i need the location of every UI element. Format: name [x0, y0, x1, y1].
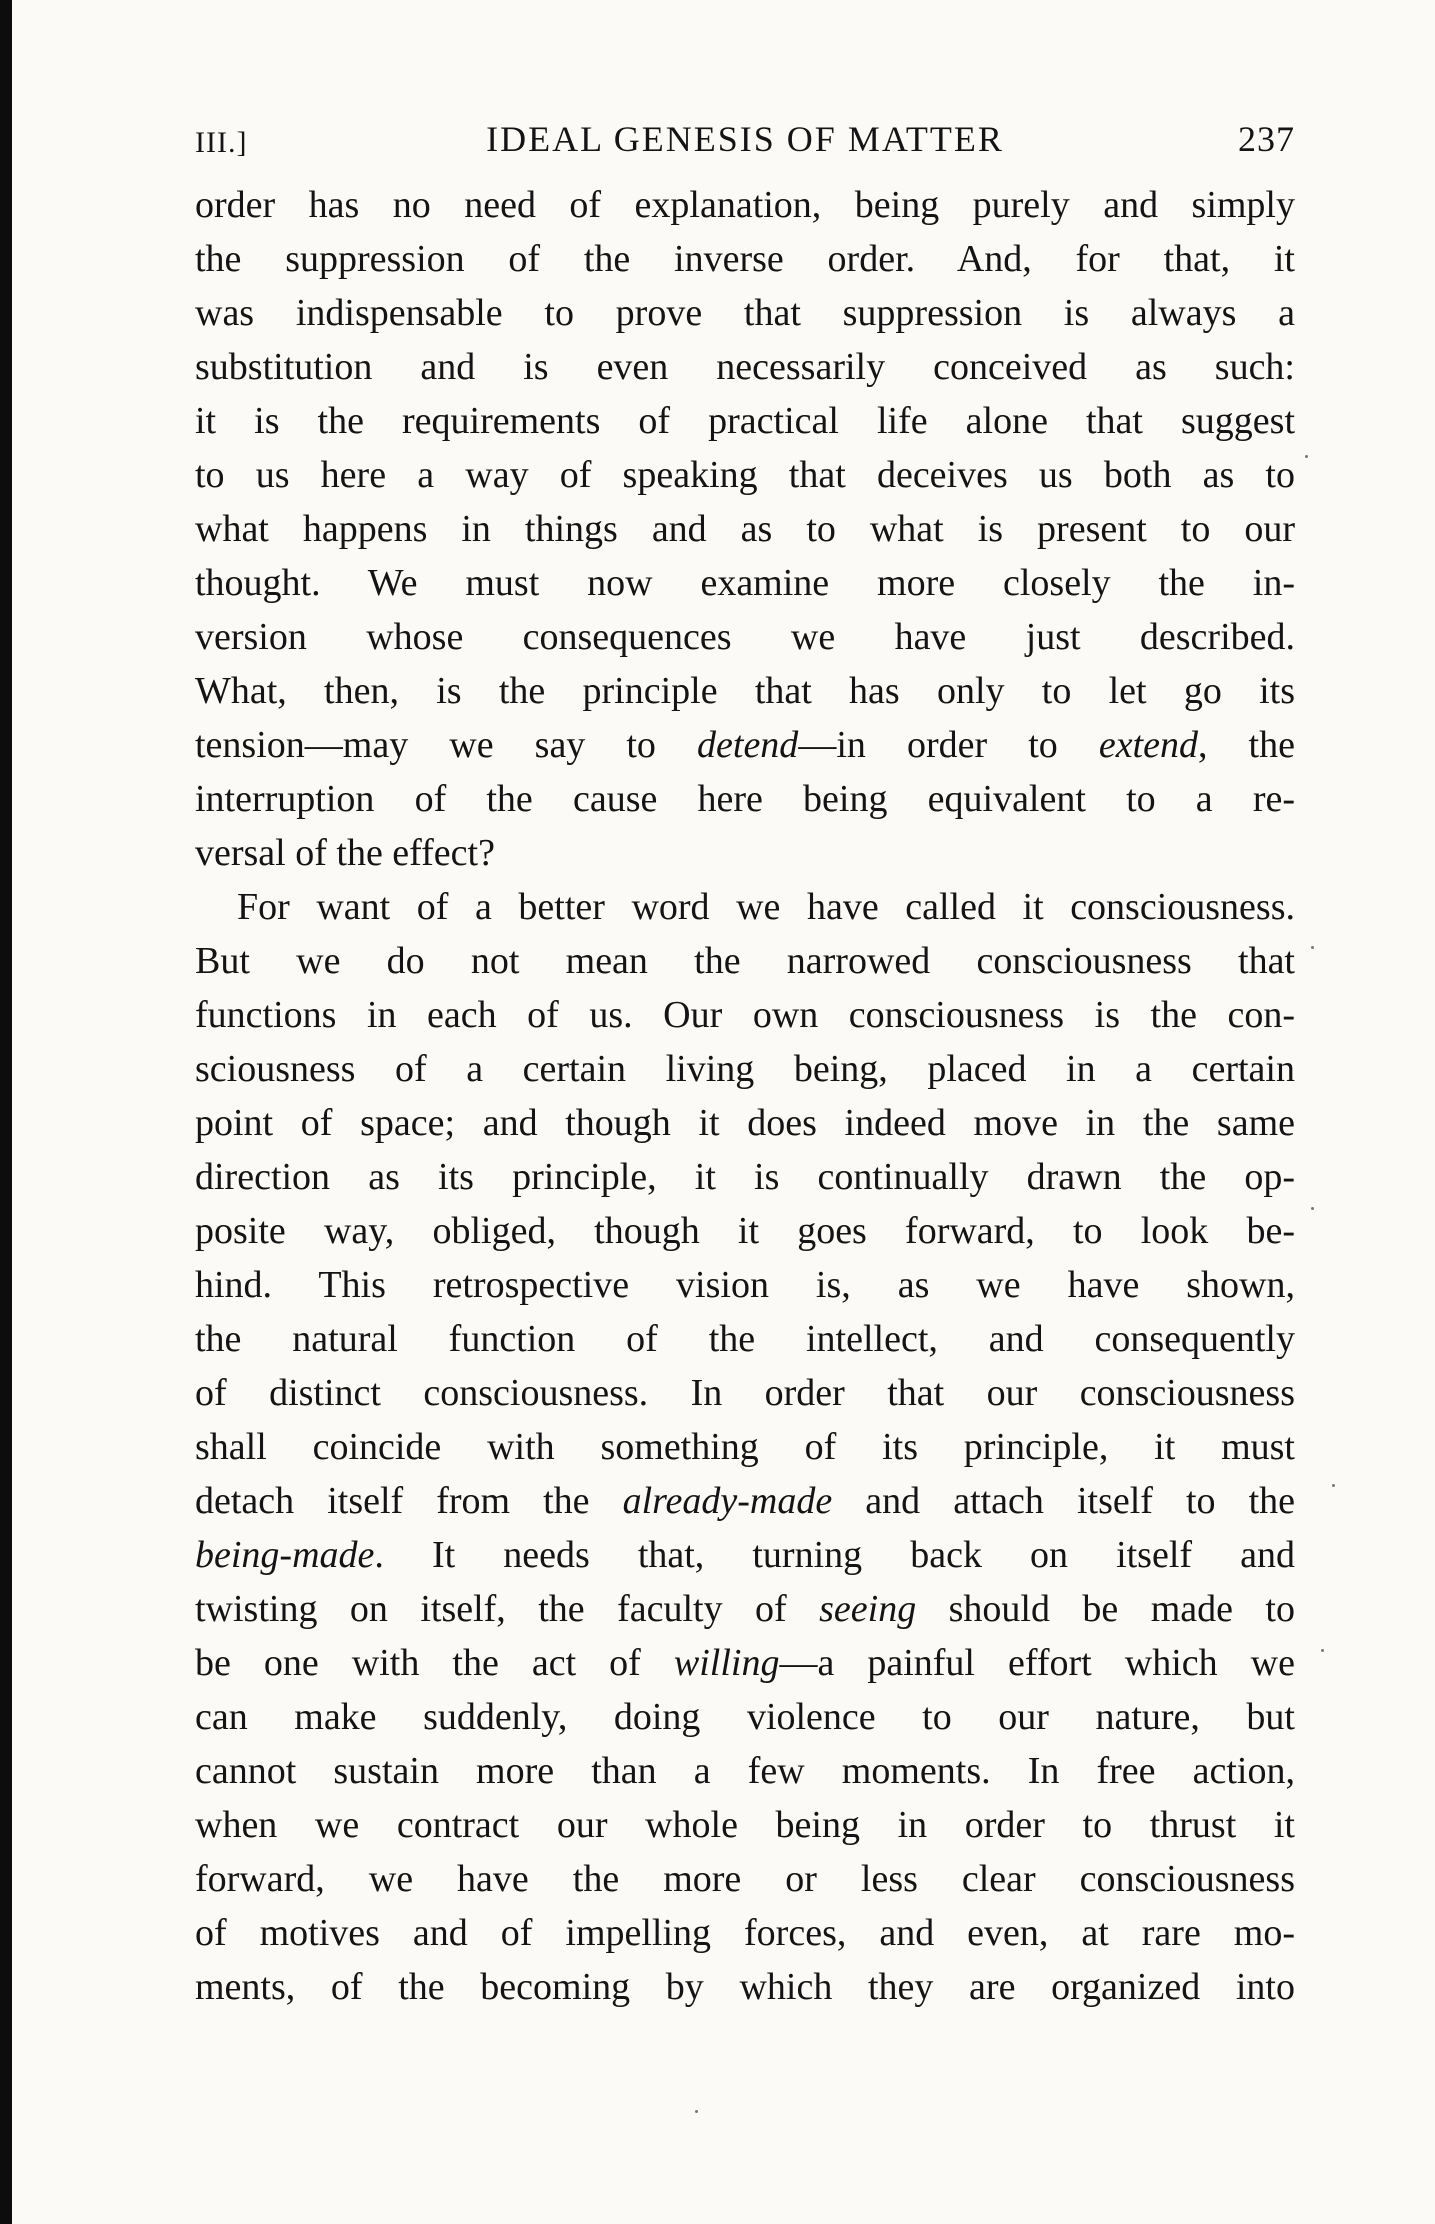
text-line: of distinct consciousness. In order that our consciousness — [195, 1372, 1295, 1414]
text-line-with-italics: detach itself from the already-made and attach itself to the — [195, 1480, 1296, 1522]
scan-speck — [1305, 455, 1308, 458]
text-line: was indispensable to prove that suppression is always a — [195, 292, 1295, 334]
page-title: IDEAL GENESIS OF MATTER — [486, 119, 1004, 159]
text-line-with-italics: twisting on itself, the faculty of seeing should be made to — [195, 1588, 1295, 1630]
scan-speck — [1311, 946, 1314, 949]
text-line: cannot sustain more than a few moments. In free action, — [195, 1750, 1295, 1792]
text-line-with-italics: being-made. It needs that, turning back on itself and — [195, 1534, 1295, 1576]
text-line: interruption of the cause here being equivalent to a re- — [195, 778, 1295, 820]
chapter-number: III.] — [195, 126, 248, 159]
text-line: hind. This retrospective vision is, as we have shown, — [195, 1264, 1295, 1306]
text-line: ments, of the becoming by which they are organized into — [195, 1966, 1295, 2008]
text-line: when we contract our whole being in order to thrust it — [195, 1804, 1295, 1846]
text-line: can make suddenly, doing violence to our nature, but — [195, 1696, 1295, 1738]
paragraph-1 — [195, 178, 1295, 880]
page-number: 237 — [1238, 119, 1295, 159]
text-line: versal of the effect? — [195, 832, 495, 874]
running-head — [195, 118, 1295, 178]
text-line: thought. We must now examine more closely the in- — [195, 562, 1295, 604]
book-page — [195, 118, 1295, 2014]
scan-speck — [1332, 1484, 1335, 1487]
text-line: direction as its principle, it is continually drawn the op- — [195, 1156, 1295, 1198]
text-line: sciousness of a certain living being, placed in a certain — [195, 1048, 1295, 1090]
text-line: posite way, obliged, though it goes forward, to look be- — [195, 1210, 1295, 1252]
text-line: of motives and of impelling forces, and even, at rare mo- — [195, 1912, 1295, 1954]
text-line: shall coincide with something of its principle, it must — [195, 1426, 1295, 1468]
text-line: to us here a way of speaking that deceives us both as to — [195, 454, 1295, 496]
text-line-with-italics: tension—may we say to detend—in order to extend, the — [195, 724, 1295, 766]
paragraph-2 — [195, 880, 1295, 2014]
scan-speck — [1311, 1207, 1314, 1210]
text-line: version whose consequences we have just described. — [195, 616, 1295, 658]
text-line: it is the requirements of practical life alone that suggest — [195, 400, 1295, 442]
text-line-with-italics: be one with the act of willing—a painful effort which we — [195, 1642, 1295, 1684]
scan-speck — [695, 2110, 698, 2113]
text-line: substitution and is even necessarily conceived as such: — [195, 346, 1295, 388]
text-line: functions in each of us. Our own consciousness is the con- — [195, 994, 1295, 1036]
text-line: point of space; and though it does indeed move in the same — [195, 1102, 1295, 1144]
scan-edge — [0, 0, 12, 2224]
text-line: order has no need of explanation, being purely and simply — [195, 184, 1295, 226]
text-line: What, then, is the principle that has only to let go its — [195, 670, 1295, 712]
text-line: the suppression of the inverse order. And, for that, it — [195, 238, 1295, 280]
text-line: But we do not mean the narrowed consciousness that — [195, 940, 1295, 982]
text-line: forward, we have the more or less clear consciousness — [195, 1858, 1295, 1900]
text-line: the natural function of the intellect, and consequently — [195, 1318, 1295, 1360]
body-text — [195, 178, 1295, 2014]
text-line: For want of a better word we have called it consciousness. — [237, 886, 1295, 928]
text-line: what happens in things and as to what is present to our — [195, 508, 1295, 550]
scan-speck — [1321, 1649, 1324, 1652]
